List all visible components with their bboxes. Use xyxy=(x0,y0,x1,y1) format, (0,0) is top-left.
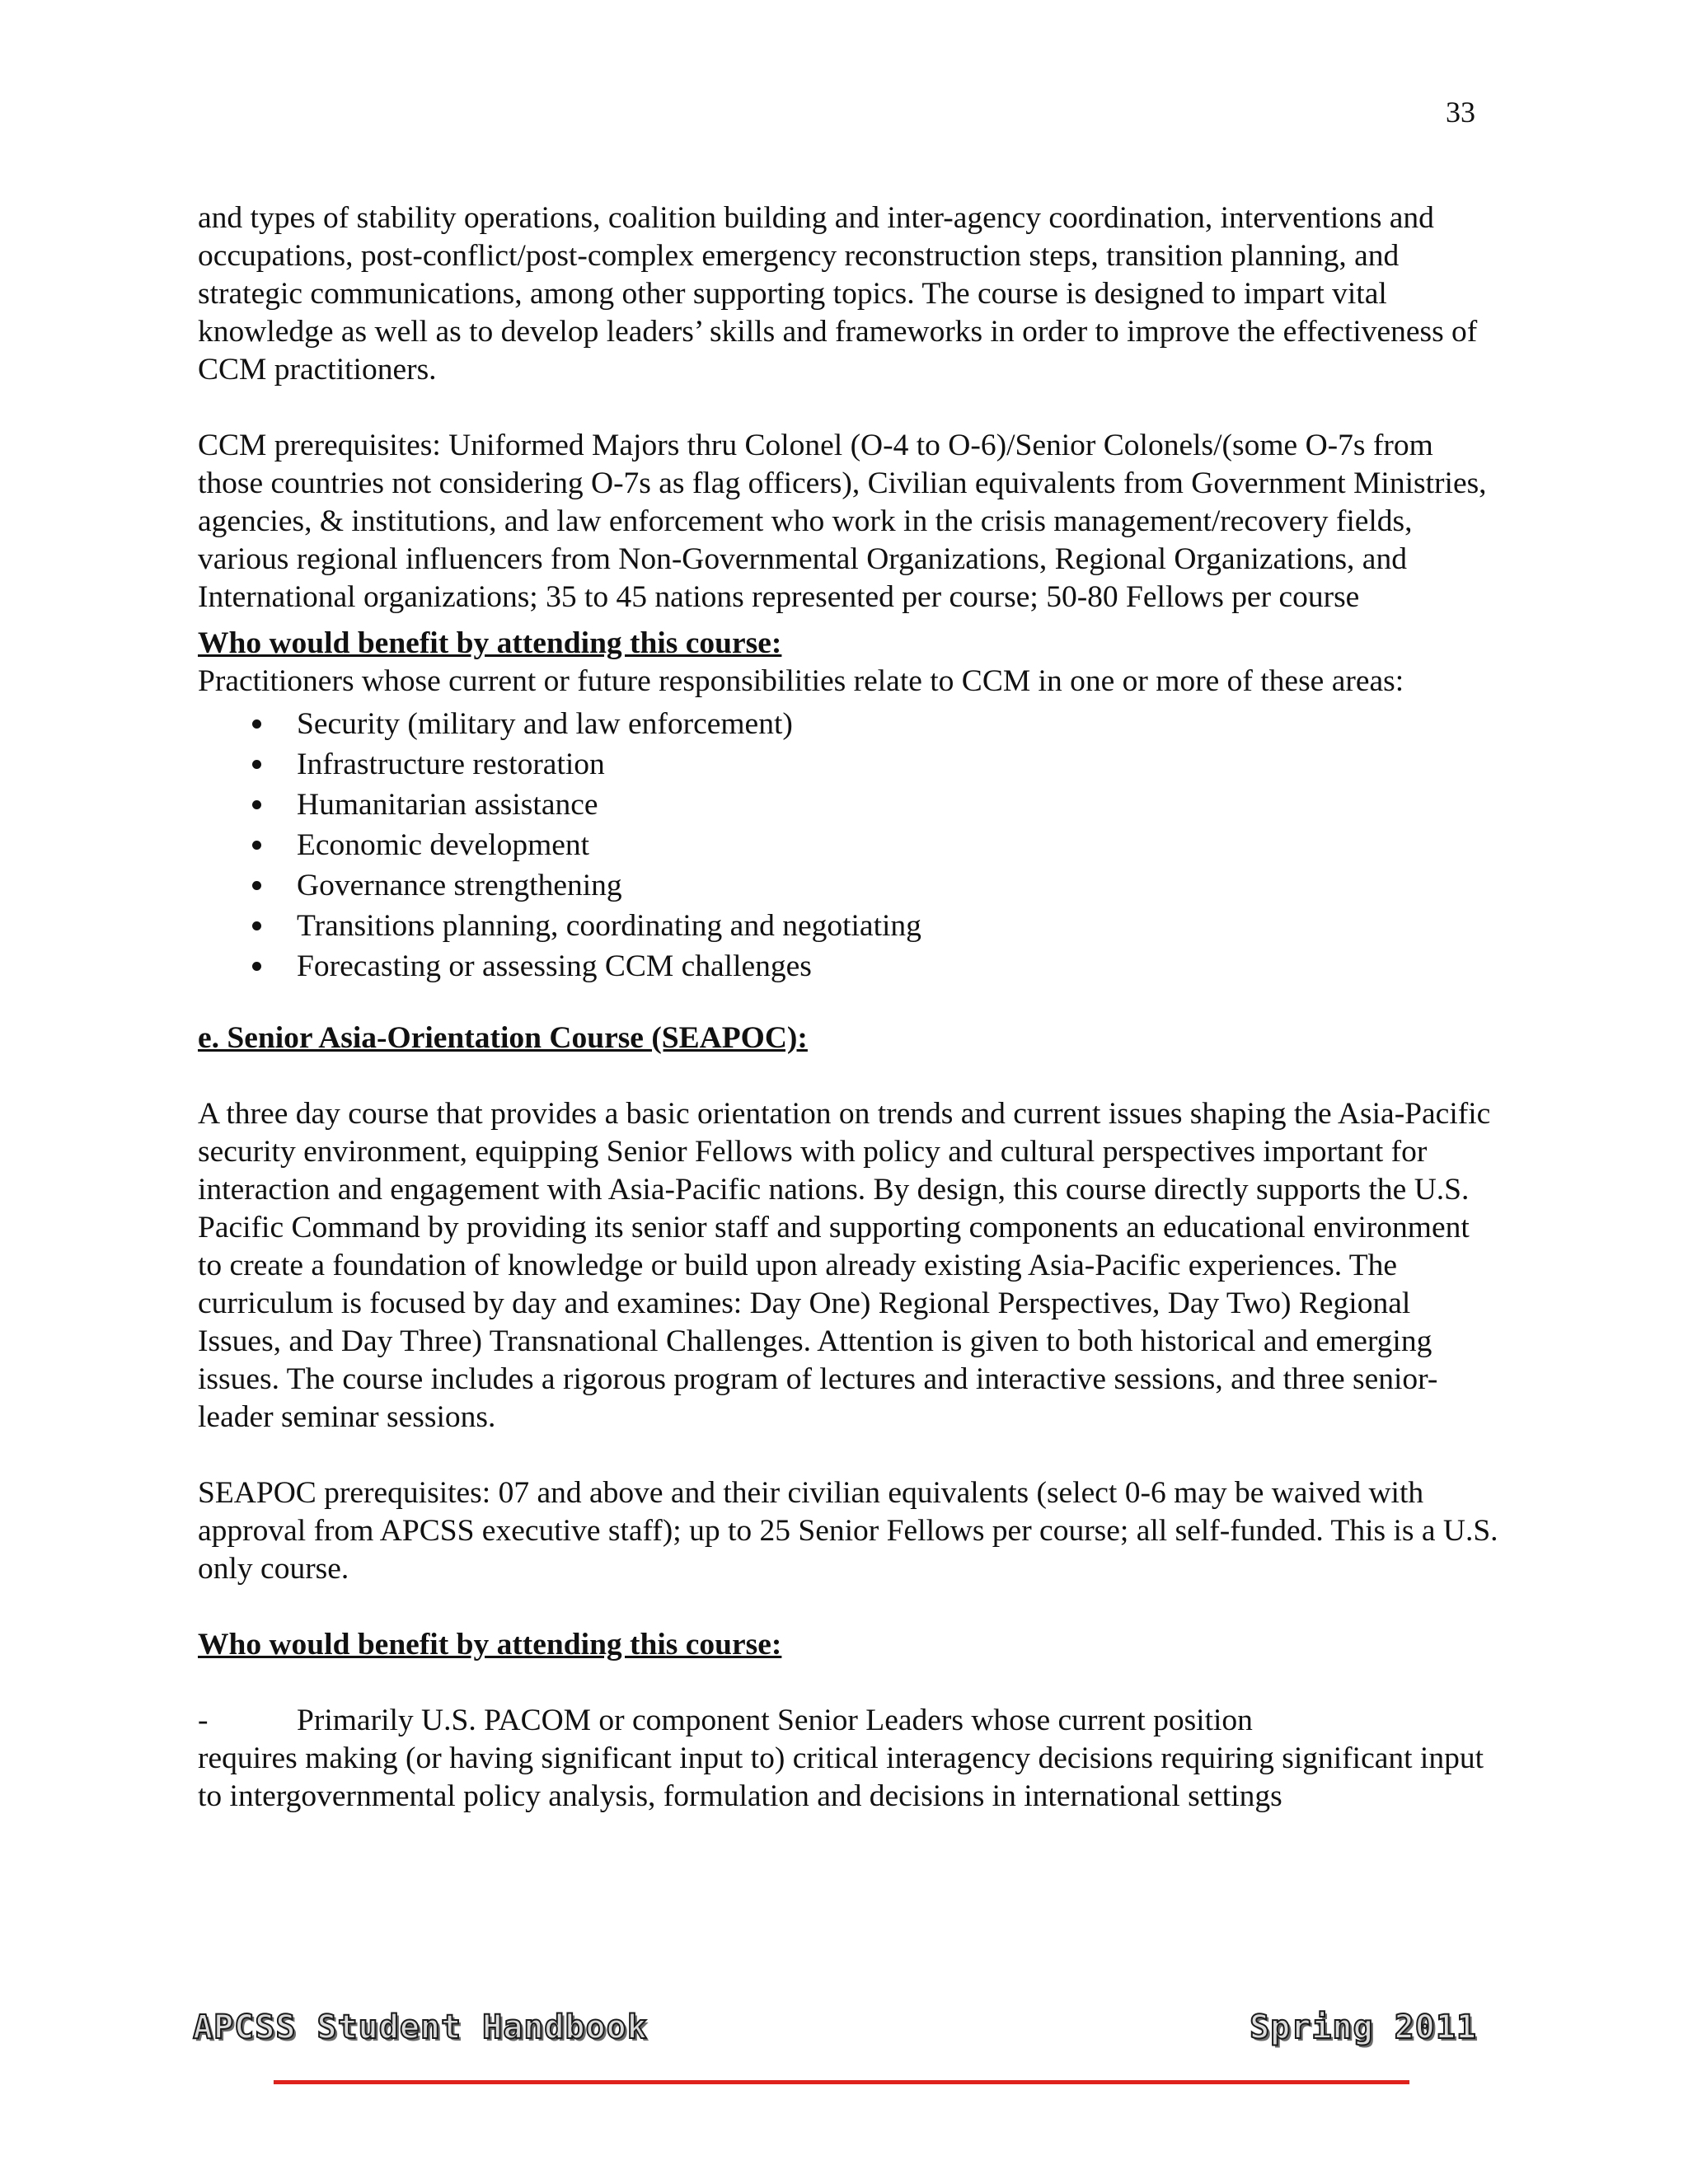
bullet-icon xyxy=(252,719,261,729)
bullet-icon xyxy=(252,921,261,930)
list-item: Forecasting or assessing CCM challenges xyxy=(198,946,1500,987)
seapoc-description-paragraph: A three day course that provides a basic orientation on trends and current issues shaping the Asia-Pacific security environment, equipping Senior Fellows with policy and cultural perspectives important for interaction and engagement with Asia-Pacific nations. By design, this course directly supports the U.S. Pacific Command by providing its senior staff and supporting components an educational environment to create a foundation of knowledge or build upon already existing Asia-Pacific experiences. The curriculum is focused by day and examines: Day One) Regional Perspectives, Day Two) Regional Issues, and Day Three) Transnational Challenges. Attention is given to both historical and emerging issues. The course includes a rigorous program of lectures and interactive sessions, and three senior-leader seminar sessions. xyxy=(198,1097,1491,1434)
footer-handbook-title: APCSS Student Handbook xyxy=(193,2008,648,2046)
page-body xyxy=(198,199,1500,1816)
seapoc-benefit-first-line: Primarily U.S. PACOM or component Senior Leaders whose current position xyxy=(297,1704,1253,1737)
page-number: 33 xyxy=(1446,96,1475,129)
list-item: Humanitarian assistance xyxy=(198,785,1500,825)
seapoc-benefit-heading: Who would benefit by attending this course: xyxy=(198,1628,782,1661)
list-item: Security (military and law enforcement) xyxy=(198,704,1500,744)
ccm-benefit-intro: Practitioners whose current or future responsibilities relate to CCM in one or more of these areas: xyxy=(198,664,1404,698)
list-item: Infrastructure restoration xyxy=(198,744,1500,785)
dash-marker: - xyxy=(198,1704,209,1737)
ccm-areas-list xyxy=(198,704,1500,987)
bullet-icon xyxy=(252,841,261,850)
intro-paragraph: and types of stability operations, coalition building and inter-agency coordination, interventions and occupations, post-conflict/post-complex emergency reconstruction steps, transition planning, and strategic communications, among other supporting topics. The course is designed to impart vital knowledge as well as to develop leaders’ skills and frameworks in order to improve the effectiveness of CCM practitioners. xyxy=(198,201,1478,387)
ccm-prerequisites-paragraph: CCM prerequisites: Uniformed Majors thru Colonel (O-4 to O-6)/Senior Colonels/(some O-7s from those countries not considering O-7s as flag officers), Civilian equivalents from Government Ministries, agencies, & institutions, and law enforcement who work in the crisis management/recovery fields, various regional influencers from Non-Governmental Organizations, Regional Organizations, and International organizations; 35 to 45 nations represented per course; 50-80 Fellows per course xyxy=(198,429,1487,614)
bullet-icon xyxy=(252,760,261,769)
list-item: Economic development xyxy=(198,825,1500,865)
seapoc-benefit-item xyxy=(198,1702,1500,1740)
footer-rule xyxy=(274,2080,1409,2084)
bullet-icon xyxy=(252,800,261,809)
seapoc-section-heading: e. Senior Asia-Orientation Course (SEAPOC): xyxy=(198,1021,808,1055)
list-item: Transitions planning, coordinating and negotiating xyxy=(198,906,1500,946)
bullet-icon xyxy=(252,962,261,971)
seapoc-benefit-continuation: requires making (or having significant input to) critical interagency decisions requiring significant input to intergovernmental policy analysis, formulation and decisions in international settings xyxy=(198,1741,1484,1813)
footer-edition: Spring 2011 xyxy=(1250,2008,1477,2046)
seapoc-prerequisites-paragraph: SEAPOC prerequisites: 07 and above and their civilian equivalents (select 0-6 may be waived with approval from APCSS executive staff); up to 25 Senior Fellows per course; all self-funded. This is a U.S. only course. xyxy=(198,1476,1498,1586)
bullet-icon xyxy=(252,881,261,890)
list-item: Governance strengthening xyxy=(198,865,1500,906)
ccm-benefit-heading: Who would benefit by attending this course: xyxy=(198,626,782,660)
